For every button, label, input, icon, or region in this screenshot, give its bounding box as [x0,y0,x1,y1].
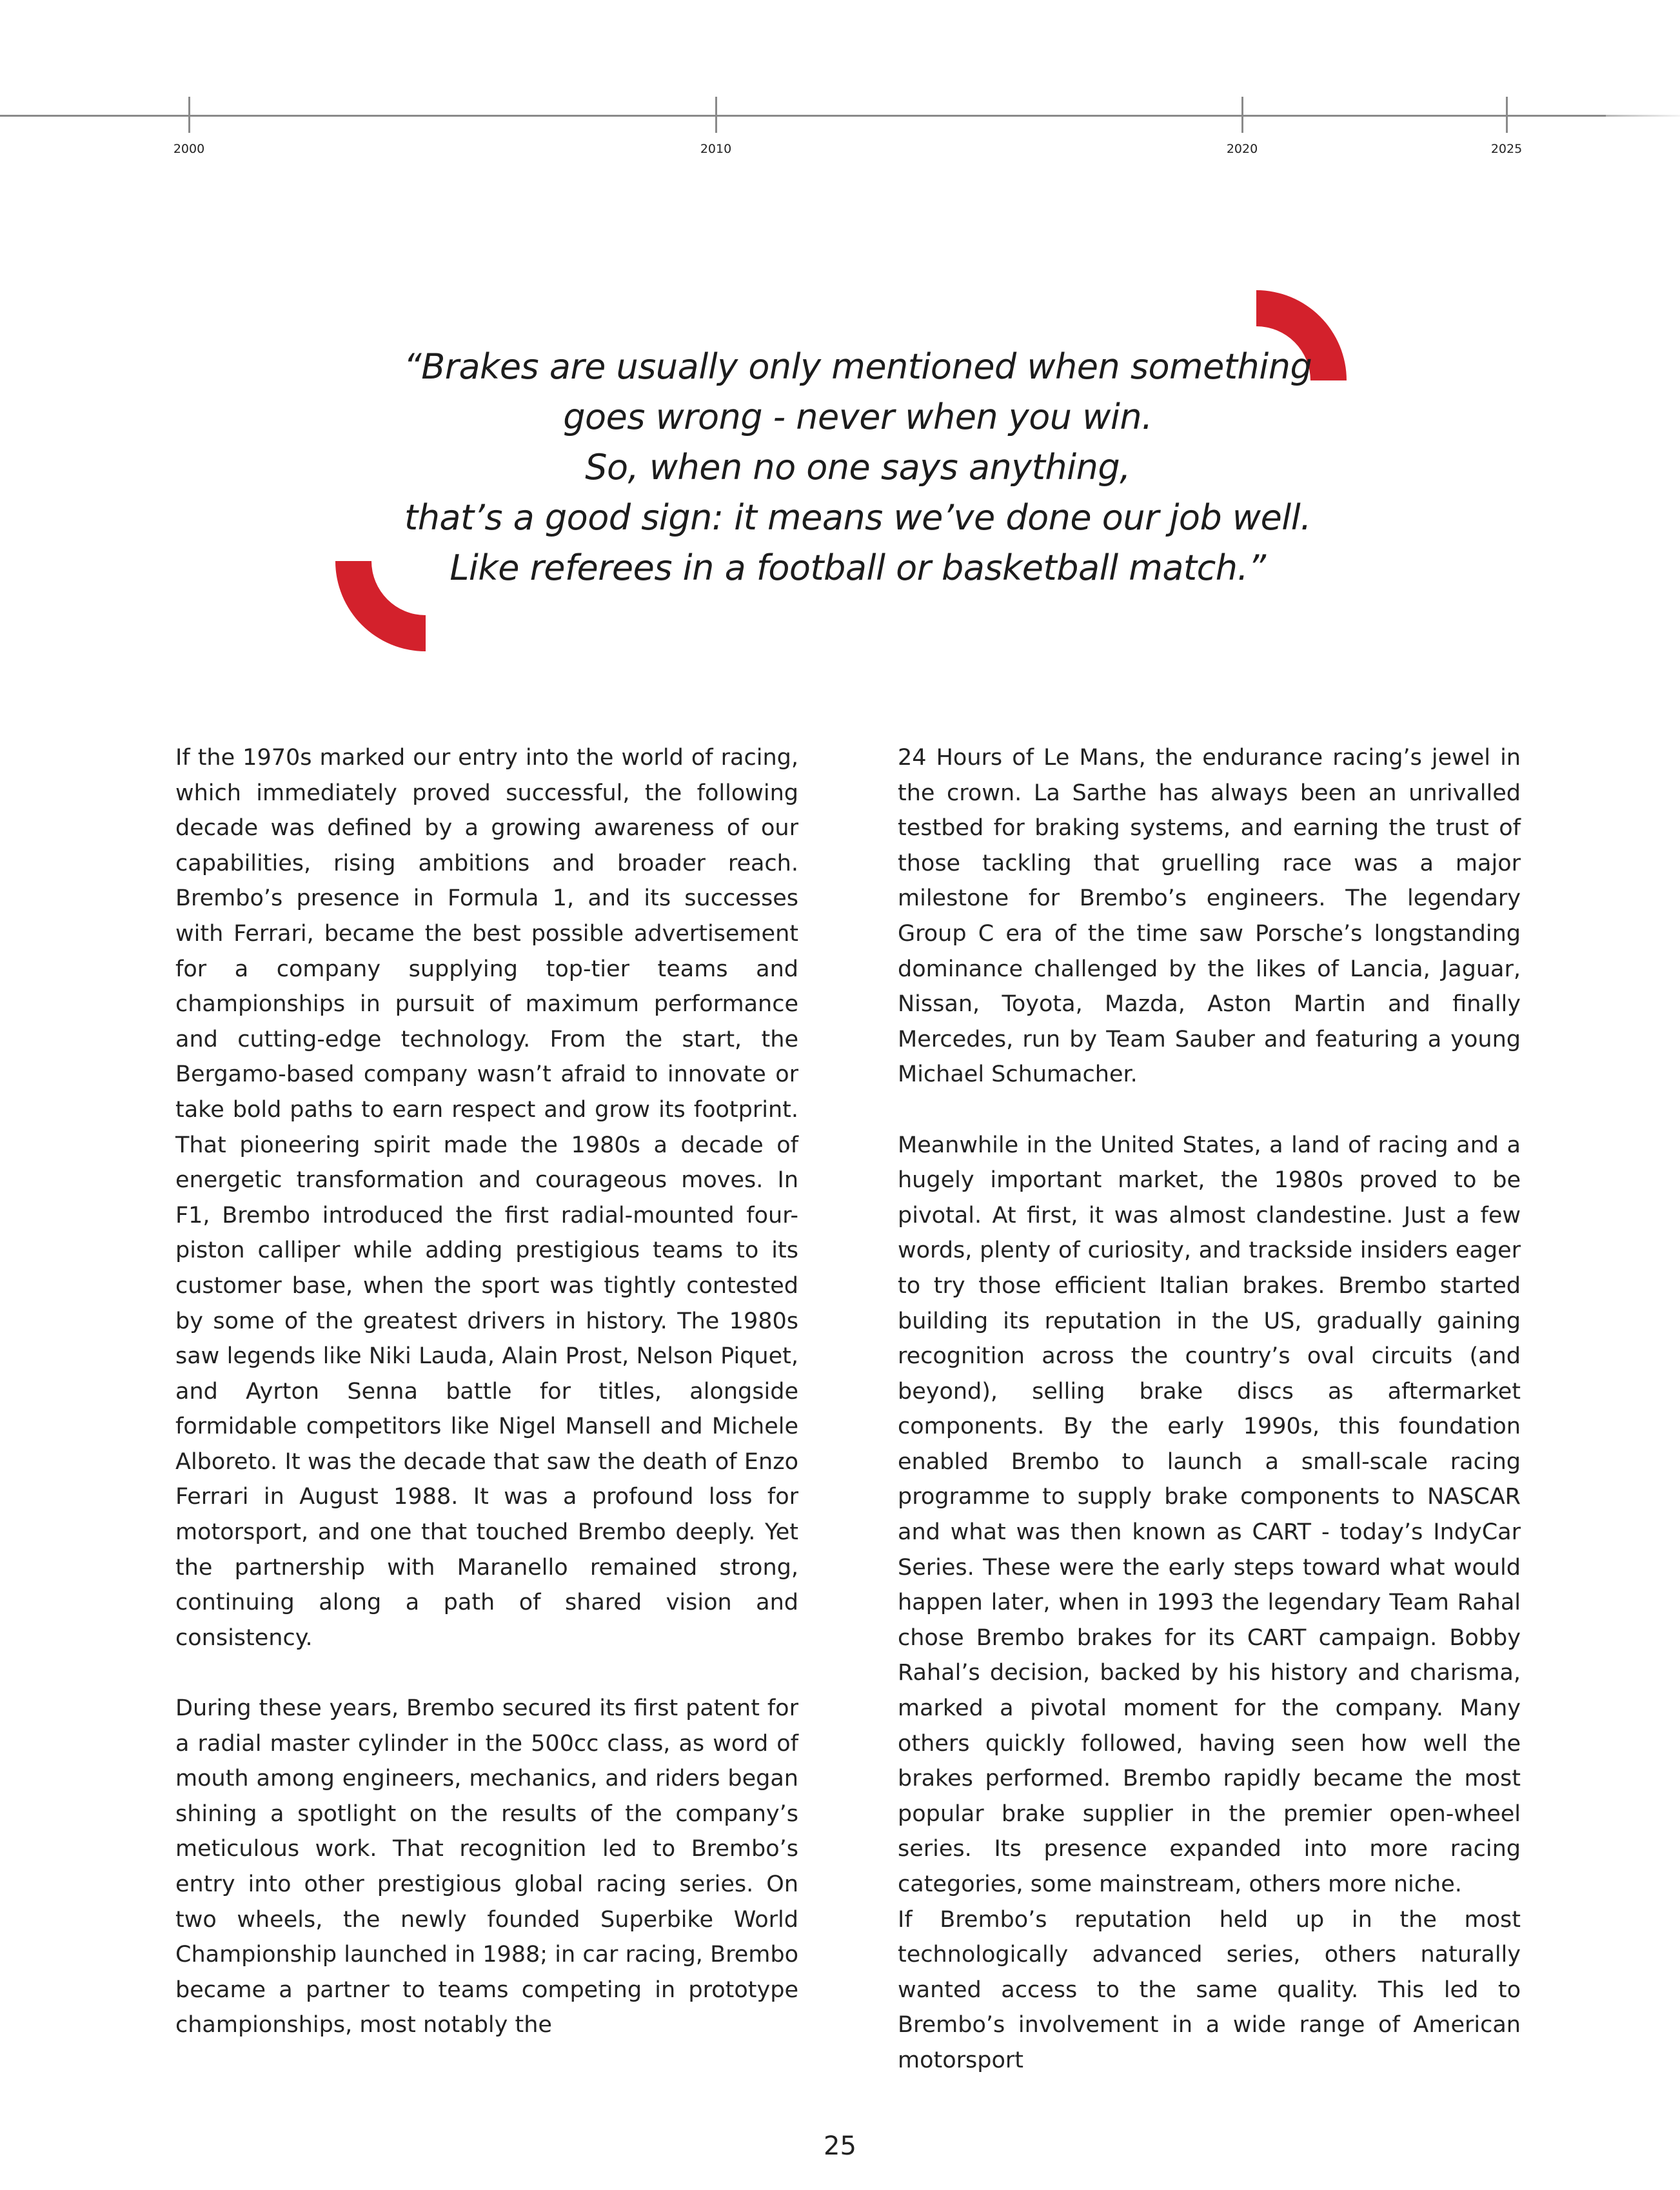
body-paragraph: 24 Hours of Le Mans, the endurance racing’s jewel in the crown. La Sarthe has always been an unrivalled testbed for braking systems, and earning the trust of those tackling that gruelling race was a major milestone for Brembo’s engineers. The legendary Group C era of the time saw Porsche’s longstanding dominance challenged by the likes of Lancia, Jaguar, Nissan, Toyota, Mazda, Aston Martin and finally Mercedes, run by Team Sauber and featuring a young Michael Schumacher. [898,745,1521,1088]
quote-text [374,342,1341,593]
timeline-label-2020: 2020 [1226,142,1258,156]
body-paragraph: If Brembo’s reputation held up in the most technologically advanced series, others naturally wanted access to the same quality. This led to Brembo’s involvement in a wide range of American motorsport [898,1906,1521,2073]
body-paragraph: Meanwhile in the United States, a land of racing and a hugely important market, the 1980s proved to be pivotal. At first, it was almost clandestine. Just a few words, plenty of curiosity, and trackside insiders eager to try those efficient Italian brakes. Brembo started building its reputation in the US, gradually gaining recognition across the country’s oval circuits (and beyond), selling brake discs as aftermarket components. By the early 1990s, this foundation enabled Brembo to launch a small-scale racing programme to supply brake components to NASCAR and what was then known as CART - today’s IndyCar Series. These were the early steps toward what would happen later, when in 1993 the legendary Team Rahal chose Brembo brakes for its CART campaign. Bobby Rahal’s decision, backed by his history and charisma, marked a pivotal moment for the company. Many others quickly followed, having seen how well the brakes performed. Brembo rapidly became the most popular brake supplier in the premier open-wheel series. Its presence expanded into more racing categories, some mainstream, others more niche. [898,1132,1521,1897]
page-number: 25 [824,2131,856,2161]
quote-line: “Brakes are usually only mentioned when something [403,346,1312,387]
timeline-line-fade [1606,115,1680,117]
timeline [0,0,1680,168]
timeline-tick [1241,97,1243,133]
timeline-tick [188,97,190,133]
timeline-label-2000: 2000 [173,142,205,156]
timeline-label-2025: 2025 [1490,142,1523,156]
timeline-line [0,115,1606,117]
quote-line: Like referees in a football or basketball match.” [450,548,1266,588]
quote-line: that’s a good sign: it means we’ve done our job well. [404,497,1311,538]
quote-line: So, when no one says anything, [585,447,1131,488]
body-column-left [175,740,798,2043]
timeline-label-2010: 2010 [700,142,732,156]
body-column-right [898,740,1521,2078]
timeline-tick [1506,97,1508,133]
body-paragraph: If the 1970s marked our entry into the world of racing, which immediately proved successful, the following decade was defined by a growing awareness of our capabilities, rising ambitions and broader reach. Brembo’s presence in Formula 1, and its successes with Ferrari, became the best possible advertisement for a company supplying top-tier teams and championships in pursuit of maximum performance and cutting-edge technology. From the start, the Bergamo-based company wasn’t afraid to innovate or take bold paths to earn respect and grow its footprint. That pioneering spirit made the 1980s a decade of energetic transformation and courageous moves. In F1, Brembo introduced the first radial-mounted four-piston calliper while adding prestigious teams to its customer base, when the sport was tightly contested by some of the greatest drivers in history. The 1980s saw legends like Niki Lauda, Alain Prost, Nelson Piquet, and Ayrton Senna battle for titles, alongside formidable competitors like Nigel Mansell and Michele Alboreto. It was the decade that saw the death of Enzo Ferrari in August 1988. It was a profound loss for motorsport, and one that touched Brembo deeply. Yet the partnership with Maranello remained strong, continuing along a path of shared vision and consistency. [175,745,798,1651]
body-paragraph: During these years, Brembo secured its first patent for a radial master cylinder in the 500cc class, as word of mouth among engineers, mechanics, and riders began shining a spotlight on the results of the company’s meticulous work. That recognition led to Brembo’s entry into other prestigious global racing series. On two wheels, the newly founded Superbike World Championship launched in 1988; in car racing, Brembo became a partner to teams competing in prototype championships, most notably the [175,1695,798,2038]
quote-line: goes wrong - never when you win. [563,397,1152,437]
pull-quote [335,290,1354,664]
timeline-tick [715,97,717,133]
